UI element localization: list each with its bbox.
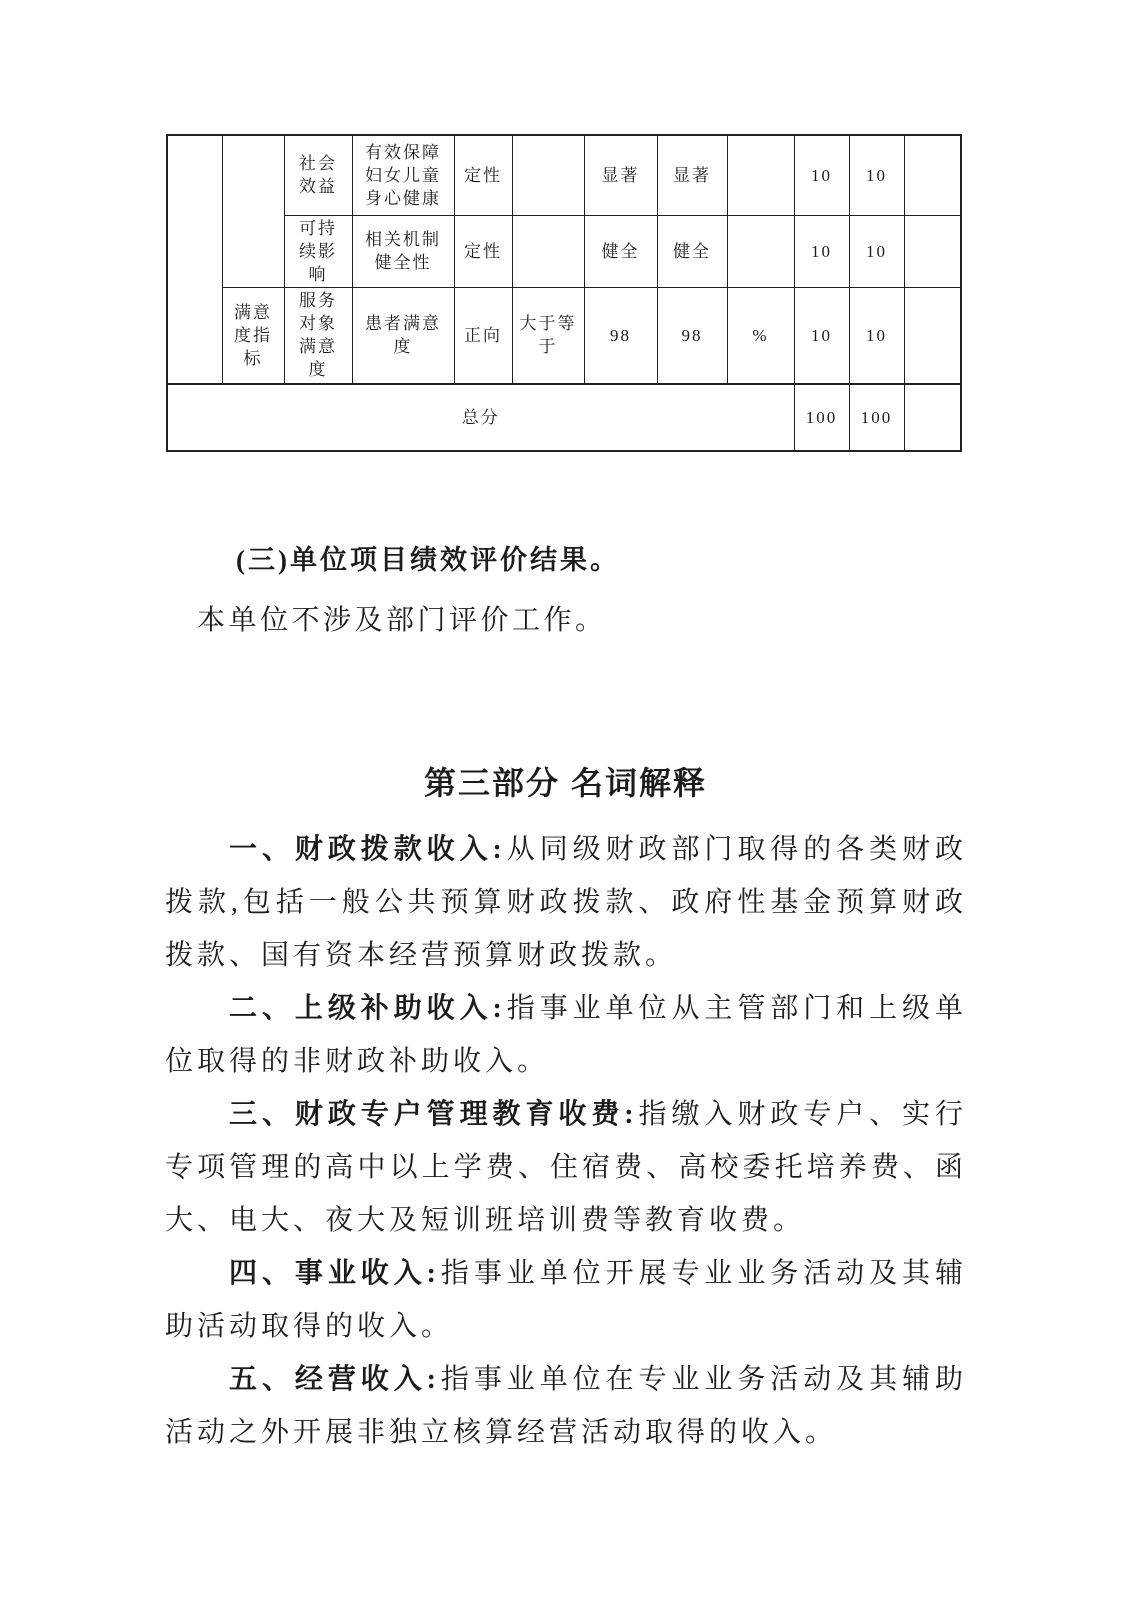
- cell-remark: [904, 135, 961, 215]
- table-row: [167, 215, 961, 287]
- glossary-item: [165, 1088, 967, 1247]
- cell-dimension: 可持续影响: [284, 215, 352, 287]
- cell-target-value: 显著: [584, 135, 657, 215]
- cell-actual-value: 98: [657, 287, 727, 384]
- cell-indicator-name: 有效保障妇女儿童身心健康: [352, 135, 454, 215]
- cell-unit: [727, 215, 794, 287]
- cell-subcategory-span: [222, 135, 284, 287]
- cell-target-value: 98: [584, 287, 657, 384]
- cell-dimension: 服务对象满意度: [284, 287, 352, 384]
- cell-category-span: [167, 135, 222, 384]
- table-row: [167, 287, 961, 384]
- term-label: 五、经营收入:: [229, 1364, 440, 1395]
- cell-weight: 10: [794, 287, 849, 384]
- cell-score: 10: [849, 287, 904, 384]
- cell-condition: 大于等于: [512, 287, 584, 384]
- cell-total-weight: 100: [794, 384, 849, 451]
- glossary-item: [165, 1247, 967, 1353]
- section-heading-unit-project-result: (三)单位项目绩效评价结果。: [236, 545, 620, 575]
- section-body-text: 本单位不涉及部门评价工作。: [197, 605, 607, 636]
- cell-category: 满意度指标: [222, 287, 284, 384]
- term-definition: 指事业单位在专业业务活动及其辅助活动之外开展非独立核算经营活动取得的收入。: [165, 1364, 967, 1448]
- cell-unit: %: [727, 287, 794, 384]
- term-label: 一、财政拨款收入:: [229, 834, 506, 865]
- glossary-section: [165, 823, 967, 1459]
- cell-indicator-nature: 定性: [454, 215, 512, 287]
- cell-indicator-name: 相关机制健全性: [352, 215, 454, 287]
- term-definition: 从同级财政部门取得的各类财政拨款,包括一般公共预算财政拨款、政府性基金预算财政拨款、国有资本经营预算财政拨款。: [165, 834, 967, 971]
- cell-weight: 10: [794, 215, 849, 287]
- cell-remark: [904, 287, 961, 384]
- table-row: [167, 135, 961, 215]
- performance-score-table: [166, 134, 962, 452]
- term-label: 三、财政专户管理教育收费:: [229, 1099, 638, 1130]
- cell-condition: [512, 135, 584, 215]
- term-label: 四、事业收入:: [229, 1258, 440, 1289]
- glossary-item: [165, 823, 967, 982]
- cell-dimension: 社会效益: [284, 135, 352, 215]
- cell-total-score: 100: [849, 384, 904, 451]
- cell-remark: [904, 215, 961, 287]
- term-definition: 指事业单位开展专业业务活动及其辅助活动取得的收入。: [165, 1258, 967, 1342]
- glossary-item: [165, 1353, 967, 1459]
- cell-remark: [904, 384, 961, 451]
- cell-score: 10: [849, 215, 904, 287]
- cell-weight: 10: [794, 135, 849, 215]
- term-definition: 指缴入财政专户、实行专项管理的高中以上学费、住宿费、高校委托培养费、函大、电大、夜大及短训班培训费等教育收费。: [165, 1099, 967, 1236]
- cell-unit: [727, 135, 794, 215]
- cell-indicator-nature: 定性: [454, 135, 512, 215]
- glossary-item: [165, 982, 967, 1088]
- term-label: 二、上级补助收入:: [229, 993, 506, 1024]
- term-definition: 指事业单位从主管部门和上级单位取得的非财政补助收入。: [165, 993, 967, 1077]
- cell-actual-value: 健全: [657, 215, 727, 287]
- cell-indicator-name: 患者满意度: [352, 287, 454, 384]
- cell-indicator-nature: 正向: [454, 287, 512, 384]
- cell-actual-value: 显著: [657, 135, 727, 215]
- cell-target-value: 健全: [584, 215, 657, 287]
- cell-condition: [512, 215, 584, 287]
- cell-score: 10: [849, 135, 904, 215]
- table-total-row: [167, 384, 961, 451]
- cell-total-label: 总分: [167, 384, 794, 451]
- part-three-title: 第三部分 名词解释: [424, 765, 707, 801]
